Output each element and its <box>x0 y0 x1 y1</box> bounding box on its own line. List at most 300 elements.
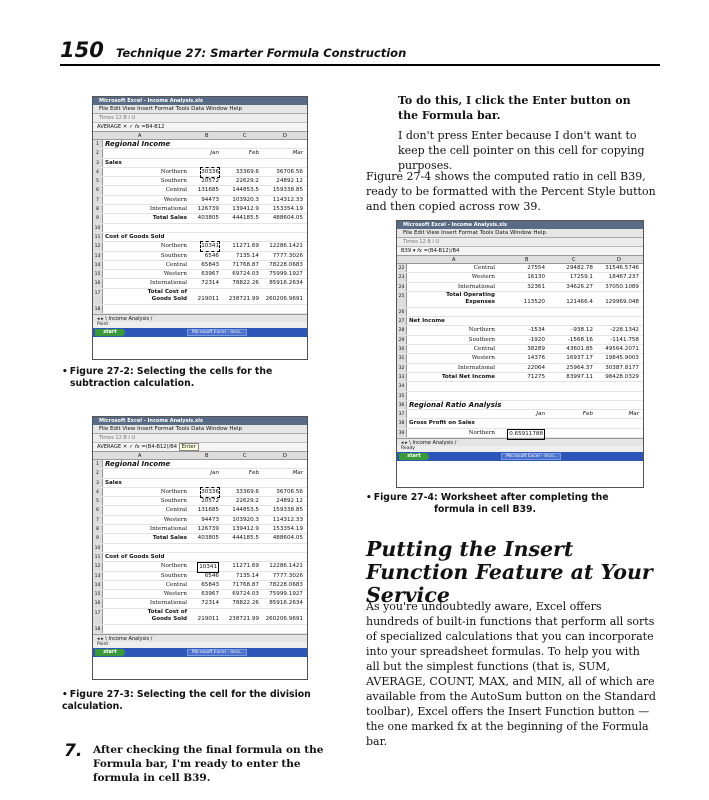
cell-d[interactable]: 260206.9691 <box>265 295 303 302</box>
cell-label: Central <box>473 346 495 353</box>
row-number: 12 <box>93 242 103 250</box>
formula-text: =(B4-B12)/B4 <box>423 248 460 254</box>
cell-c[interactable]: 11271.69 <box>232 243 259 250</box>
table-row <box>397 308 643 317</box>
cell-b[interactable]: 16130 <box>527 274 545 281</box>
excel-toolbar: Times 12 B I U <box>93 434 307 443</box>
row-number: 11 <box>93 233 103 241</box>
cell-c[interactable]: 83997.11 <box>566 373 593 380</box>
cell-b[interactable]: 126739 <box>197 526 219 533</box>
row-number: 32 <box>397 364 407 372</box>
cell-d[interactable]: 24892.12 <box>276 498 303 505</box>
row-number: 36 <box>397 401 407 409</box>
table-row <box>93 516 307 525</box>
cell-label: Central <box>165 507 187 514</box>
table-row <box>93 572 307 581</box>
table-row <box>93 305 307 314</box>
cell-c[interactable]: 25964.37 <box>566 364 593 371</box>
cell-label: Northern <box>160 563 187 570</box>
row-number: 30 <box>397 345 407 353</box>
figure-27-3-caption: • Figure 27-3: Selecting the cell for the division calculation. <box>62 689 311 712</box>
row-number: 22 <box>397 264 407 272</box>
cell-d[interactable]: 18467.237 <box>608 274 639 281</box>
row-number: 17 <box>93 609 103 624</box>
row-number: 29 <box>397 336 407 344</box>
row-number: 3 <box>93 159 103 167</box>
table-row <box>397 317 643 326</box>
cell-d[interactable]: -1141.758 <box>610 336 639 343</box>
cell-b[interactable]: Jan <box>210 150 219 157</box>
cell-c[interactable]: 71768.87 <box>232 581 259 588</box>
cell-label: Cost of Goods Sold <box>105 553 165 560</box>
cell-c[interactable]: 33369.6 <box>235 168 259 175</box>
table-row <box>397 419 643 428</box>
cell-c[interactable]: 69724.03 <box>232 271 259 278</box>
start-button: start <box>95 329 125 336</box>
row-number: 18 <box>93 305 103 313</box>
table-row <box>397 292 643 308</box>
column-headers <box>397 256 643 264</box>
row-number: 6 <box>93 186 103 194</box>
cell-label: Cost of Goods Sold <box>105 233 165 240</box>
cell-c[interactable]: Feb <box>248 470 259 477</box>
row-number: 1 <box>93 140 103 148</box>
worksheet-grid <box>93 460 307 634</box>
cell-b[interactable]: 94473 <box>201 196 219 203</box>
table-row <box>93 168 307 177</box>
cell-c[interactable]: 78822.26 <box>232 600 259 607</box>
cell-b[interactable]: 0.65911788 <box>507 429 545 440</box>
cell-label: Northern <box>160 243 187 250</box>
cell-label: Central <box>473 265 495 271</box>
table-row <box>397 345 643 354</box>
cell-d[interactable]: 12286.1421 <box>269 243 303 250</box>
cell-label: Total Sales <box>152 535 187 542</box>
cell-d[interactable]: 7777.3026 <box>272 252 303 259</box>
row-number: 12 <box>93 562 103 570</box>
row-number: 9 <box>93 214 103 222</box>
cell-b[interactable]: 131685 <box>197 187 219 194</box>
cell-b[interactable]: 71275 <box>527 373 545 380</box>
cell-b[interactable]: 22064 <box>527 364 545 371</box>
table-row <box>397 354 643 363</box>
cell-d[interactable]: 75999.1927 <box>269 591 303 598</box>
page-header <box>60 40 660 66</box>
table-row <box>93 233 307 242</box>
cell-b[interactable]: 126739 <box>197 206 219 213</box>
row-number: 4 <box>93 168 103 176</box>
row-number: 1 <box>93 460 103 468</box>
table-row <box>93 279 307 288</box>
cell-label: Total Cost of Goods Sold <box>147 288 187 302</box>
row-number: 6 <box>93 506 103 514</box>
row-number: 15 <box>93 270 103 278</box>
cell-b[interactable]: 14376 <box>527 355 545 362</box>
cell-d[interactable]: Mar <box>292 150 303 157</box>
cell-label: Western <box>471 355 495 362</box>
cell-c[interactable]: 43601.85 <box>566 346 593 353</box>
cell-c[interactable]: 16937.17 <box>566 355 593 362</box>
cell-b[interactable]: 30336 <box>201 488 219 495</box>
cell-c[interactable]: Feb <box>248 150 259 157</box>
row-number: 16 <box>93 599 103 607</box>
table-row <box>93 625 307 634</box>
cell-label: Western <box>163 516 187 523</box>
cell-c[interactable]: 69724.03 <box>232 591 259 598</box>
table-row <box>93 149 307 158</box>
cell-d[interactable]: 260206.9691 <box>265 615 303 622</box>
cell-c[interactable]: 444185.5 <box>232 215 259 222</box>
cell-d[interactable]: 31546.5746 <box>605 265 639 271</box>
row-number: 35 <box>397 392 407 400</box>
row-number: 27 <box>397 317 407 325</box>
table-row <box>93 270 307 279</box>
cell-b[interactable]: 72314 <box>201 600 219 607</box>
cell-d[interactable]: 114312.33 <box>272 196 303 203</box>
cell-b[interactable]: 72314 <box>201 280 219 287</box>
cell-b[interactable]: 219011 <box>197 295 219 302</box>
table-row <box>397 401 643 410</box>
sheet-tab: ◂ ▸ \ Income Analysis / <box>93 634 307 642</box>
table-row <box>93 224 307 233</box>
cell-c[interactable]: 11271.69 <box>232 563 259 570</box>
row-number: 38 <box>397 419 407 427</box>
row-number: 4 <box>93 488 103 496</box>
cell-d[interactable]: 159338.85 <box>272 187 303 194</box>
cell-d[interactable]: 12286.1421 <box>269 563 303 570</box>
row-number: 33 <box>397 373 407 381</box>
cell-label: Sales <box>105 159 122 166</box>
table-row <box>93 196 307 205</box>
cell-b[interactable]: 6546 <box>204 252 219 259</box>
cell-c[interactable]: 238721.99 <box>228 615 259 622</box>
sheet-tab: ◂ ▸ \ Income Analysis / <box>397 438 643 446</box>
sheet-tab-label: Income Analysis <box>108 316 150 323</box>
cell-label: Net Income <box>409 318 445 325</box>
cell-d[interactable]: 98428.0329 <box>605 373 639 380</box>
row-number: 23 <box>397 273 407 281</box>
formula-text: =(B4-B12)/B4 <box>141 444 178 450</box>
taskbar-excel: Microsoft Excel - Inco... <box>187 329 247 336</box>
table-row <box>93 159 307 168</box>
row-number: 13 <box>93 252 103 260</box>
table-row <box>397 336 643 345</box>
table-row <box>93 140 307 149</box>
taskbar-excel: Microsoft Excel - Inco... <box>501 453 561 460</box>
row-number: 17 <box>93 289 103 304</box>
row-number: 24 <box>397 283 407 291</box>
name-box: AVERAGE <box>97 124 122 130</box>
cell-d[interactable]: Mar <box>292 470 303 477</box>
cell-b[interactable]: 403805 <box>197 535 219 542</box>
row-number: 18 <box>93 625 103 633</box>
cell-d[interactable]: 78228.0683 <box>269 261 303 268</box>
cell-c[interactable]: 22629.2 <box>235 498 259 505</box>
cell-d[interactable]: 24892.12 <box>276 178 303 185</box>
col-b: B <box>525 257 529 263</box>
cell-b[interactable]: 65843 <box>201 581 219 588</box>
cell-label: Total Sales <box>152 215 187 222</box>
table-row <box>93 497 307 506</box>
cell-b[interactable]: 20572 <box>201 178 219 185</box>
col-c: C <box>243 133 247 139</box>
cell-label: Southern <box>160 252 187 259</box>
cell-label: Central <box>165 581 187 588</box>
cell-b[interactable]: -1920 <box>528 336 545 343</box>
row-number: 28 <box>397 326 407 334</box>
name-box: AVERAGE <box>97 444 122 450</box>
excel-toolbar: Times 12 B I U <box>93 114 307 123</box>
excel-title-bar: Microsoft Excel - Income Analysis.xls <box>93 97 307 105</box>
cell-c[interactable]: 144853.5 <box>232 507 259 514</box>
cell-label: Western <box>471 274 495 281</box>
col-b: B <box>205 453 209 459</box>
cell-c[interactable]: Feb <box>582 411 593 418</box>
cell-d[interactable]: 153354.19 <box>272 526 303 533</box>
cell-c[interactable]: 103920.3 <box>232 196 259 203</box>
cell-label: Southern <box>160 498 187 505</box>
cell-b[interactable]: 32361 <box>527 283 545 290</box>
cell-label: Western <box>163 591 187 598</box>
cell-b[interactable]: 10341 <box>197 562 219 573</box>
table-row <box>397 364 643 373</box>
name-box: B39 <box>401 248 412 254</box>
excel-menu-bar: File Edit View Insert Format Tools Data Window Help <box>93 105 307 114</box>
cell-b[interactable]: 30336 <box>201 168 219 175</box>
cell-b[interactable]: 94473 <box>201 516 219 523</box>
cell-label: Northern <box>468 429 495 436</box>
worksheet-grid <box>397 264 643 438</box>
table-row <box>93 289 307 305</box>
cell-label: International <box>457 283 495 290</box>
row-number: 34 <box>397 382 407 390</box>
caption-text: Figure 27-3: Selecting the cell for the division calculation. <box>62 689 311 712</box>
cell-b[interactable]: 403805 <box>197 215 219 222</box>
cell-label: Sales <box>105 479 122 486</box>
cell-label: International <box>457 364 495 371</box>
table-row <box>93 488 307 497</box>
cell-d[interactable]: 159338.85 <box>272 507 303 514</box>
cell-c[interactable]: 29482.78 <box>566 265 593 271</box>
col-c: C <box>243 453 247 459</box>
cell-d[interactable]: 36706.56 <box>276 168 303 175</box>
cell-c[interactable]: 78822.26 <box>232 280 259 287</box>
cell-b[interactable]: 219011 <box>197 615 219 622</box>
excel-title-bar: Microsoft Excel - Income Analysis.xls <box>397 221 643 229</box>
page-number: 150 <box>60 38 104 62</box>
cell-b[interactable]: 10341 <box>201 243 219 250</box>
col-a: A <box>452 257 456 263</box>
cell-label: Total Cost of Goods Sold <box>147 608 187 622</box>
row-number: 25 <box>397 292 407 307</box>
cell-c[interactable]: 34626.27 <box>566 283 593 290</box>
cell-d[interactable]: 49564.2071 <box>605 346 639 353</box>
row-number: 8 <box>93 205 103 213</box>
figure-27-2-caption: • Figure 27-2: Selecting the cells for the subtraction calculation. <box>62 366 273 389</box>
cell-d[interactable]: 129969.048 <box>605 298 639 305</box>
table-row <box>93 242 307 251</box>
cell-b[interactable]: 131685 <box>197 507 219 514</box>
cell-c[interactable]: 33369.6 <box>235 488 259 495</box>
table-row <box>93 252 307 261</box>
table-row <box>397 373 643 382</box>
row-number: 7 <box>93 196 103 204</box>
row-number: 15 <box>93 590 103 598</box>
table-row <box>93 581 307 590</box>
cell-c[interactable]: 139412.9 <box>232 526 259 533</box>
cell-label: International <box>149 206 187 213</box>
table-row <box>93 562 307 571</box>
sheet-tab-label: Income Analysis <box>108 636 150 643</box>
cell-c[interactable]: 103920.3 <box>232 516 259 523</box>
cell-c[interactable]: -938.12 <box>571 327 593 334</box>
cell-d[interactable]: 19845.9003 <box>605 355 639 362</box>
figure-27-2-screenshot <box>92 96 308 360</box>
row-number: 26 <box>397 308 407 316</box>
cell-label: Southern <box>160 178 187 185</box>
table-row <box>397 392 643 401</box>
cell-label: Total Net Income <box>441 373 495 380</box>
taskbar-excel: Microsoft Excel - Inco... <box>187 649 247 656</box>
row-number: 5 <box>93 177 103 185</box>
cell-label: Southern <box>468 336 495 343</box>
cell-d[interactable]: 153354.19 <box>272 206 303 213</box>
cell-c[interactable]: 17259.1 <box>569 274 593 281</box>
caption-text: Figure 27-2: Selecting the cells for the subtraction calculation. <box>69 366 273 389</box>
formula-bar: AVERAGE ✕ ✓ fx =(B4-B12)/B4 Enter <box>93 443 307 452</box>
row-number: 10 <box>93 544 103 552</box>
body-paragraph: As you're undoubtedly aware, Excel offers hundreds of built-in functions that perform all sorts of specialized calculations that you can incorporate into your spreadsheet formulas. To help you with all but the simplest functions (that is, SUM, AVERAGE, COUNT, MAX, and MIN, all of which are available from the AutoSum button on the Standard toolbar), Excel offers the Insert Function button — the one marked fx at the beginning of the Formula bar. <box>366 600 656 748</box>
cell-c[interactable]: 71768.87 <box>232 261 259 268</box>
step-text: After checking the final formula on the Formula bar, I'm ready to enter the formula in cell B39. <box>93 744 324 784</box>
cell-b[interactable]: Jan <box>210 470 219 477</box>
cell-c[interactable]: -1568.16 <box>567 336 593 343</box>
table-row <box>93 506 307 515</box>
start-button: start <box>399 453 429 460</box>
cell-b[interactable]: 6546 <box>204 572 219 579</box>
cell-label: International <box>149 526 187 533</box>
cell-d[interactable]: Mar <box>628 411 639 418</box>
table-row <box>93 205 307 214</box>
table-row <box>93 553 307 562</box>
cell-label: International <box>149 280 187 287</box>
cell-b[interactable]: 113520 <box>523 298 545 305</box>
status-bar: Ready <box>397 446 643 452</box>
excel-menu-bar: File Edit View Insert Format Tools Data Window Help <box>93 425 307 434</box>
row-number: 7 <box>93 516 103 524</box>
column-headers <box>93 452 307 460</box>
table-row <box>93 214 307 223</box>
cell-c[interactable]: 238721.99 <box>228 295 259 302</box>
table-row <box>397 273 643 282</box>
cell-label: Regional Income <box>105 140 171 148</box>
table-row <box>93 479 307 488</box>
sheet-tab-label: Income Analysis <box>412 440 454 447</box>
excel-menu-bar: File Edit View Insert Format Tools Data Window Help <box>397 229 643 238</box>
cell-b[interactable]: Jan <box>536 411 545 418</box>
cell-c[interactable]: 7135.14 <box>235 572 259 579</box>
col-a: A <box>138 453 142 459</box>
row-number: 37 <box>397 410 407 418</box>
figure-27-3-screenshot <box>92 416 308 680</box>
table-row <box>93 534 307 543</box>
cell-d[interactable]: 85916.2634 <box>269 600 303 607</box>
taskbar <box>93 648 307 657</box>
row-number: 2 <box>93 469 103 477</box>
cell-label: Southern <box>160 572 187 579</box>
cell-d[interactable]: 114312.33 <box>272 516 303 523</box>
cell-d[interactable]: 488604.05 <box>272 535 303 542</box>
cell-d[interactable]: 30387.8177 <box>605 364 639 371</box>
row-number: 3 <box>93 479 103 487</box>
cell-b[interactable]: 63967 <box>201 271 219 278</box>
cell-c[interactable]: 121466.4 <box>566 298 593 305</box>
formula-text: =B4-B12 <box>141 124 165 130</box>
cell-d[interactable]: 85916.2634 <box>269 280 303 287</box>
cell-d[interactable]: 488604.05 <box>272 215 303 222</box>
table-row <box>93 460 307 469</box>
col-d: D <box>617 257 621 263</box>
column-headers <box>93 132 307 140</box>
cell-d[interactable]: 78228.0683 <box>269 581 303 588</box>
table-row <box>397 429 643 438</box>
running-title: Technique 27: Smarter Formula Construction <box>116 46 407 60</box>
figure-27-4-caption: • Figure 27-4: Worksheet after completing the formula in cell B39. <box>366 492 609 515</box>
cell-b[interactable]: -1534 <box>528 327 545 334</box>
table-row <box>93 186 307 195</box>
cell-d[interactable]: 36706.56 <box>276 488 303 495</box>
cell-c[interactable]: 444185.5 <box>232 535 259 542</box>
cell-c[interactable]: 144853.5 <box>232 187 259 194</box>
cell-d[interactable]: 75999.1927 <box>269 271 303 278</box>
row-number: 14 <box>93 581 103 589</box>
cell-d[interactable]: -228.1342 <box>610 327 639 334</box>
table-row <box>397 410 643 419</box>
cell-label: Central <box>165 261 187 268</box>
cell-d[interactable]: 7777.3026 <box>272 572 303 579</box>
cell-label: Western <box>163 271 187 278</box>
status-bar: Point <box>93 642 307 648</box>
cell-label: Gross Profit on Sales <box>409 420 475 427</box>
right-paragraph-2: I don't press Enter because I don't want to keep the cell pointer on this cell for copying purposes. <box>398 129 645 172</box>
row-number: 8 <box>93 525 103 533</box>
start-button: start <box>95 649 125 656</box>
cell-c[interactable]: 139412.9 <box>232 206 259 213</box>
cell-b[interactable]: 65843 <box>201 261 219 268</box>
cell-b[interactable]: 20572 <box>201 498 219 505</box>
table-row <box>93 469 307 478</box>
cell-b[interactable]: 63967 <box>201 591 219 598</box>
col-c: C <box>572 257 576 263</box>
sheet-tab: ◂ ▸ \ Income Analysis / <box>93 314 307 322</box>
table-row <box>93 544 307 553</box>
cell-b[interactable]: 38289 <box>527 346 545 353</box>
cell-label: Total Operating Expenses <box>446 291 495 305</box>
cell-label: Northern <box>160 488 187 495</box>
cell-c[interactable]: 22629.2 <box>235 178 259 185</box>
cell-label: Northern <box>160 168 187 175</box>
cell-b[interactable]: 27554 <box>527 265 545 271</box>
section-heading: Putting the Insert Function Feature at Your Service <box>366 537 653 607</box>
enter-tooltip: Enter <box>179 443 199 451</box>
table-row <box>397 326 643 335</box>
row-number: 31 <box>397 354 407 362</box>
cell-c[interactable]: 7135.14 <box>235 252 259 259</box>
right-paragraph-3: Figure 27-4 shows the computed ratio in cell B39, ready to be formatted with the Percent Style button and then copied across row 39. <box>366 170 656 213</box>
cell-label: Northern <box>468 327 495 334</box>
cell-d[interactable]: 37050.1089 <box>605 283 639 290</box>
table-row <box>93 525 307 534</box>
